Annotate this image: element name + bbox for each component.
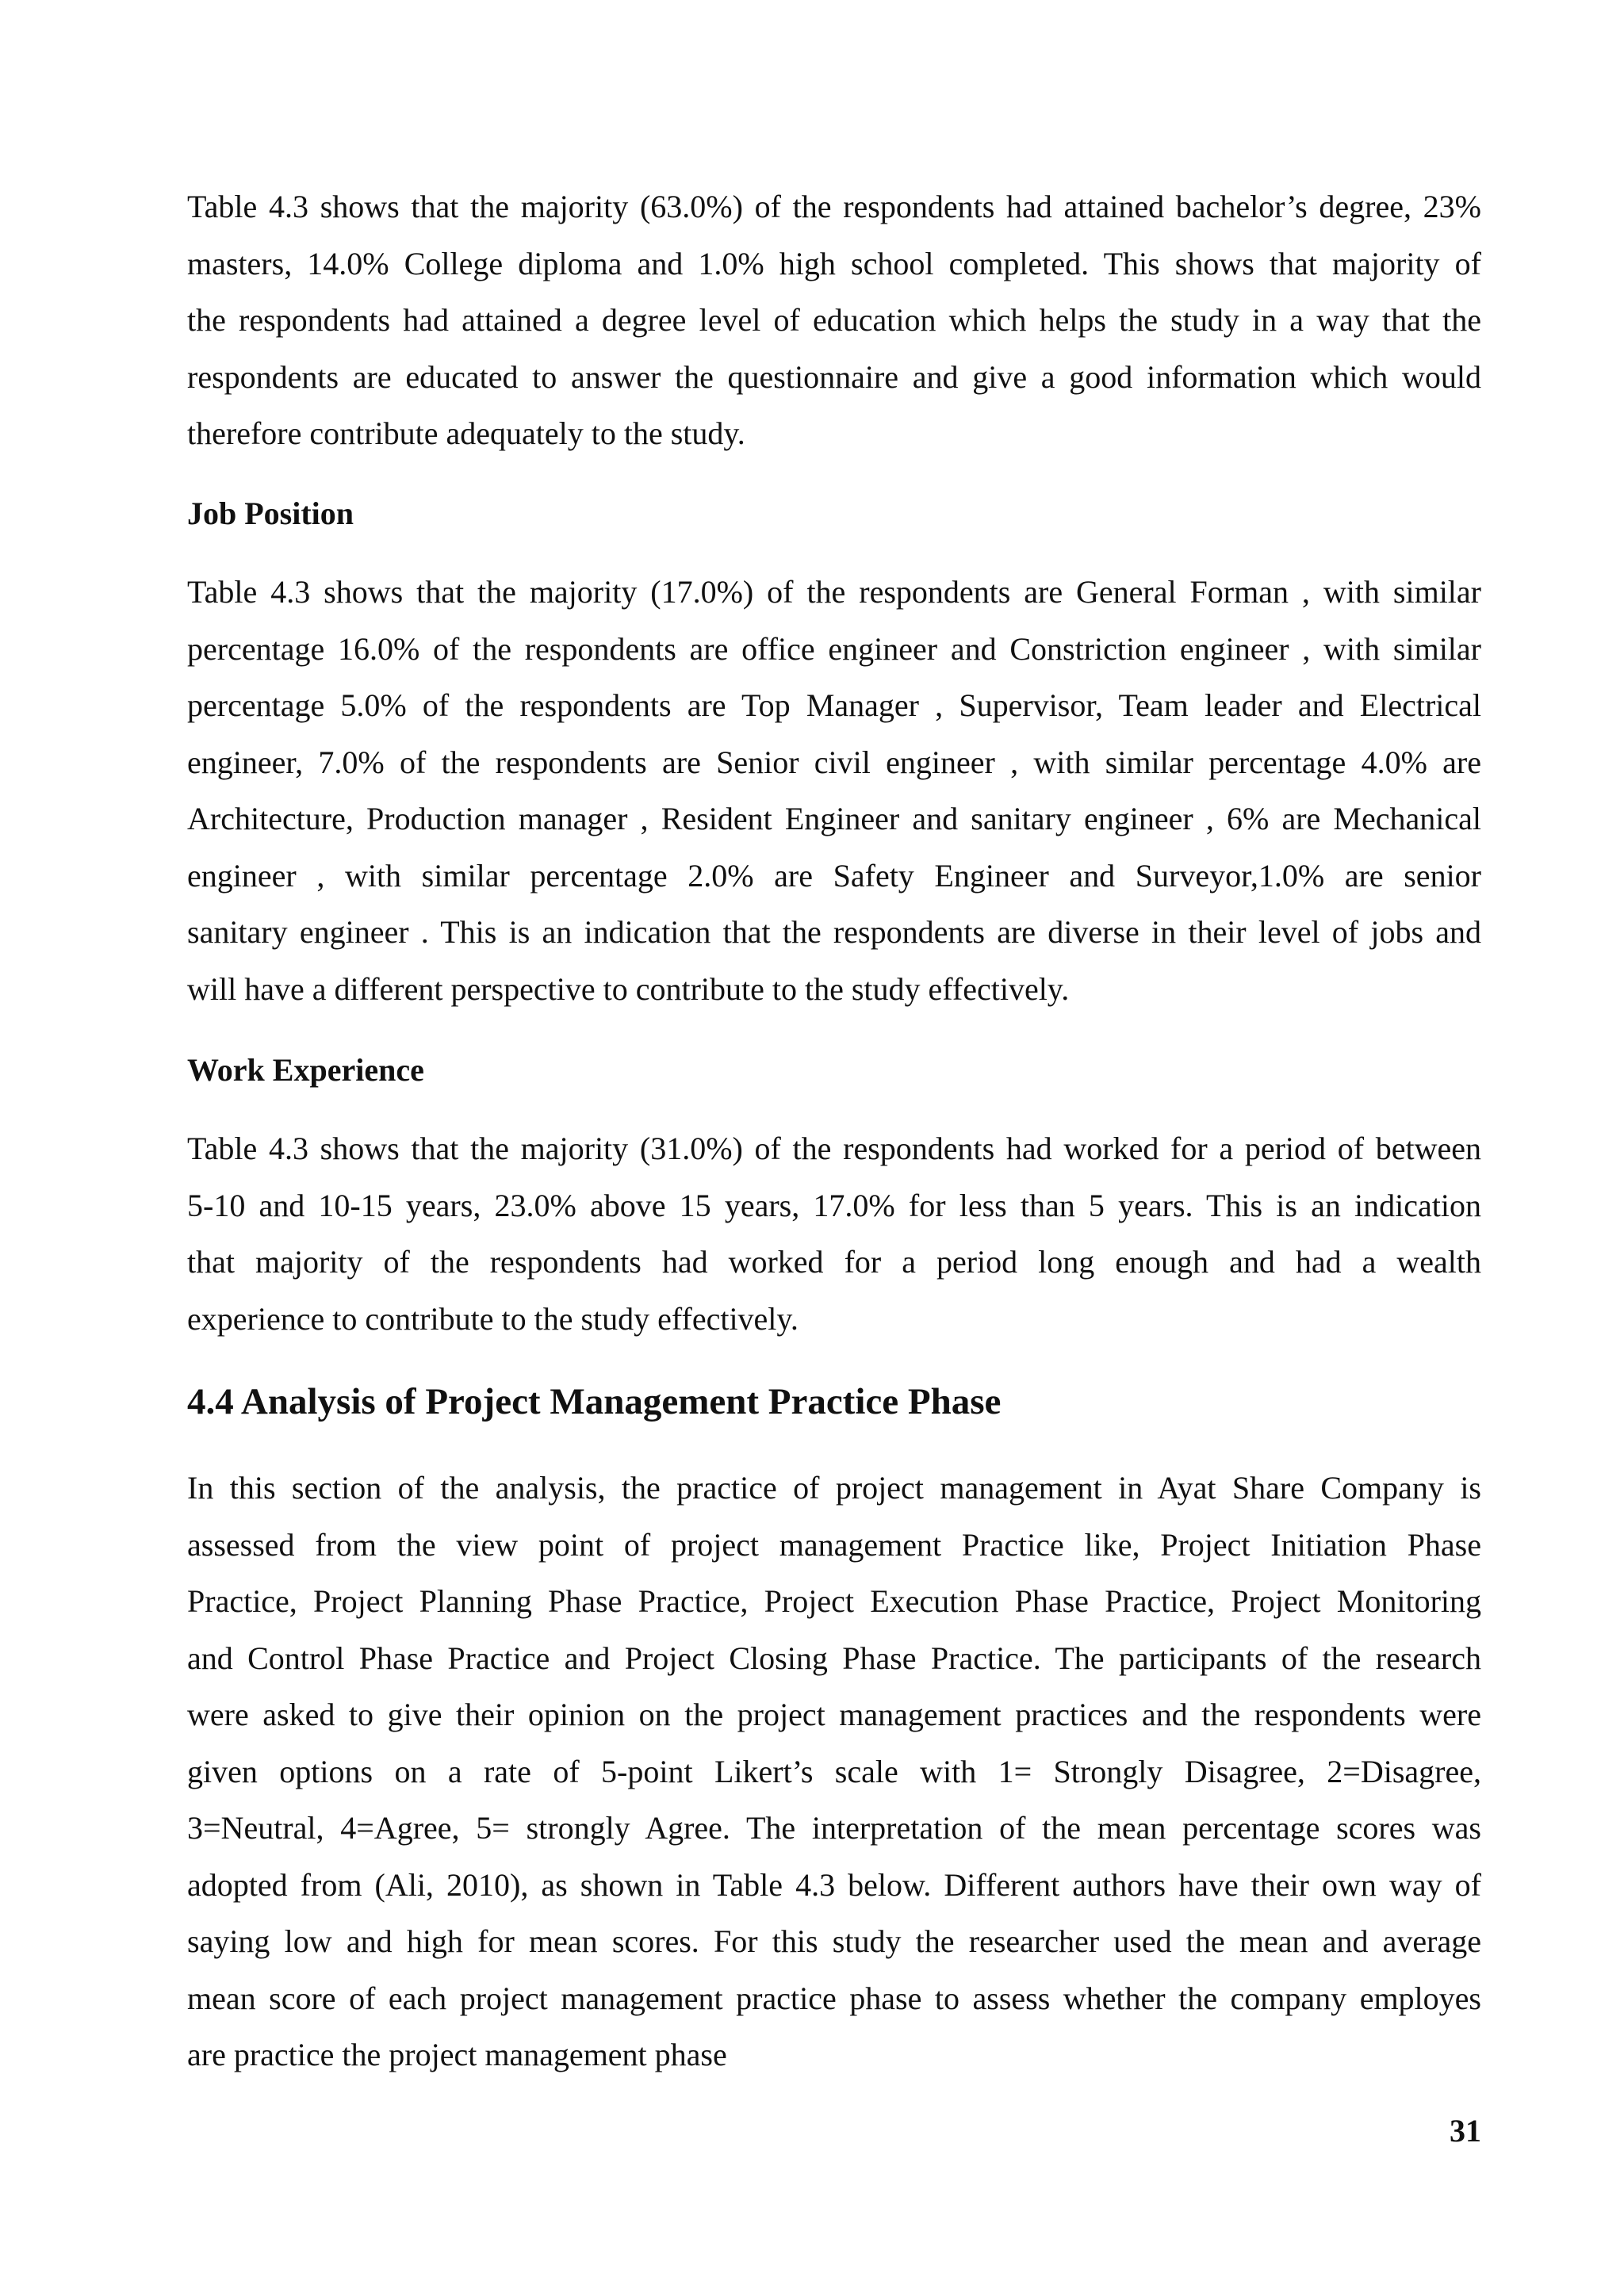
text-line: given options on a rate of 5-point Likert’s scale with 1= Strongly Disagree, 2=Disagree, [187, 1753, 1481, 1789]
text-line: 5-10 and 10-15 years, 23.0% above 15 years, 17.0% for less than 5 years. This is an indication [187, 1187, 1481, 1223]
text-line: engineer, 7.0% of the respondents are Senior civil engineer , with similar percentage 4.0% are [187, 744, 1481, 780]
text-line: were asked to give their opinion on the project management practices and the respondents were [187, 1697, 1481, 1732]
work-experience-heading: Work Experience [187, 1052, 424, 1088]
text-line: are practice the project management phase [187, 2037, 727, 2072]
text-line: that majority of the respondents had worked for a period long enough and had a wealth [187, 1244, 1481, 1280]
education-paragraph [187, 178, 1481, 462]
text-line: Table 4.3 shows that the majority (63.0%) of the respondents had attained bachelor’s degree, 23% [187, 189, 1481, 224]
text-line: saying low and high for mean scores. For this study the researcher used the mean and average [187, 1923, 1481, 1959]
text-line: sanitary engineer . This is an indication that the respondents are diverse in their level of jobs and [187, 914, 1481, 950]
text-line: adopted from (Ali, 2010), as shown in Table 4.3 below. Different authors have their own way of [187, 1866, 1481, 1903]
text-line: Practice, Project Planning Phase Practice, Project Execution Phase Practice, Project Monitoring [187, 1583, 1481, 1619]
text-line: 3=Neutral, 4=Agree, 5= strongly Agree. The interpretation of the mean percentage scores was [187, 1810, 1481, 1846]
analysis-paragraph [187, 1460, 1481, 2084]
job-position-heading: Job Position [187, 496, 354, 531]
section-heading: 4.4 Analysis of Project Management Practice Phase [187, 1381, 1002, 1422]
text-line: respondents are educated to answer the questionnaire and give a good information which would [187, 358, 1481, 395]
text-line: percentage 5.0% of the respondents are Top Manager , Supervisor, Team leader and Electrical [187, 687, 1481, 723]
text-line: masters, 14.0% College diploma and 1.0% high school completed. This shows that majority of [187, 245, 1481, 281]
text-line: engineer , with similar percentage 2.0% are Safety Engineer and Surveyor,1.0% are senior [187, 857, 1481, 894]
text-line: Table 4.3 shows that the majority (31.0%) of the respondents had worked for a period of between [187, 1131, 1481, 1166]
text-line: experience to contribute to the study effectively. [187, 1300, 799, 1337]
text-line: the respondents had attained a degree level of education which helps the study in a way that the [187, 302, 1481, 338]
text-line: will have a different perspective to contribute to the study effectively. [187, 970, 1070, 1007]
job-position-paragraph [187, 564, 1481, 1017]
text-line: Table 4.3 shows that the majority (17.0%) of the respondents are General Forman , with similar [187, 574, 1481, 610]
text-line: percentage 16.0% of the respondents are office engineer and Constriction engineer , with similar [187, 630, 1481, 667]
text-line: assessed from the view point of project management Practice like, Project Initiation Phase [187, 1526, 1481, 1563]
text-line: therefore contribute adequately to the study. [187, 415, 745, 451]
page-number: 31 [1450, 2113, 1481, 2149]
text-line: mean score of each project management practice phase to assess whether the company employes [187, 1980, 1481, 2016]
text-line: Architecture, Production manager , Resident Engineer and sanitary engineer , 6% are Mechanical [187, 801, 1481, 836]
text-line: In this section of the analysis, the practice of project management in Ayat Share Company is [187, 1470, 1481, 1506]
text-line: and Control Phase Practice and Project Closing Phase Practice. The participants of the research [187, 1640, 1481, 1676]
work-experience-paragraph [187, 1120, 1481, 1347]
